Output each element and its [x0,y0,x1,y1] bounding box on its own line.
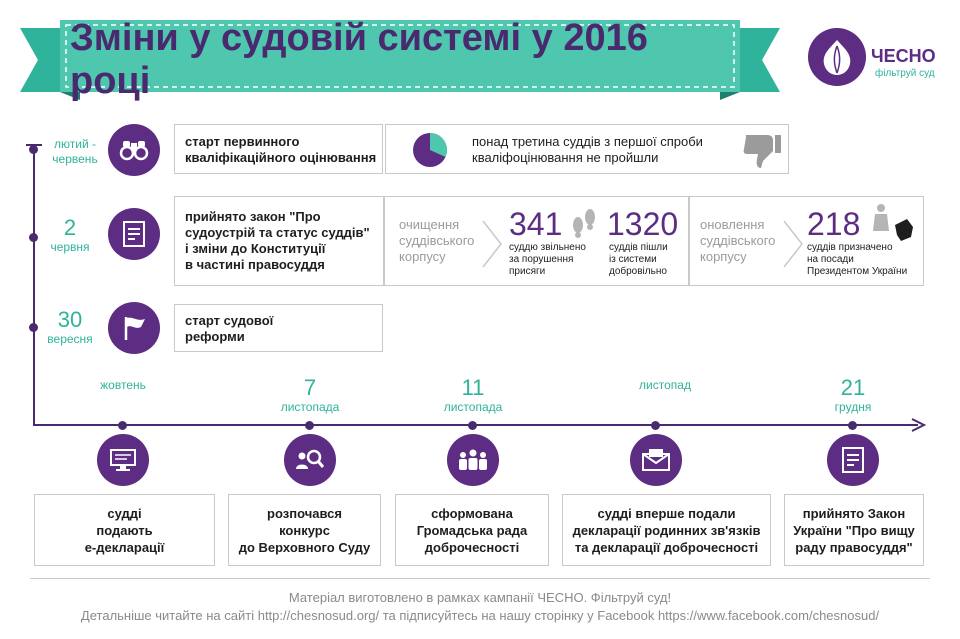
thumbs-down-icon [741,131,783,169]
monitor-icon [97,434,149,486]
row1-date: лютий - червень [52,137,98,166]
htl-date-5: 21 грудня [834,375,872,414]
footer-line-2: Детальніше читайте на сайті http://chesnosud.org/ та підписуйтесь на нашу сторінку у Facebook https://www.facebook.com/chesnosud/ [80,608,880,623]
binoculars-icon [108,124,160,176]
chevron-right-icon [481,219,503,269]
stat-left: 1320 [607,206,679,242]
renewal-label: оновлення суддівського корпусу [700,217,776,264]
timeline-dot [29,233,38,242]
stat-left-caption: суддів пішли із системи добровільно [609,242,668,277]
timeline-dot [29,145,38,154]
timeline-vertical-line [33,148,35,426]
timeline-dot [468,421,477,430]
footprints-icon [569,205,599,239]
htl-date-3: 11 листопада [443,375,503,414]
row2-date: 2 червня [50,215,90,254]
footer-divider [30,578,930,579]
title-ribbon [20,17,780,102]
president-hand-icon [867,201,917,245]
timeline-dot [29,323,38,332]
cleanup-label: очищення суддівського корпусу [399,217,475,264]
row3-date: 30 вересня [47,307,93,346]
flag-icon [108,302,160,354]
page-title: Зміни у судовій системі у 2016 році [70,17,648,102]
row1-box: старт первинного кваліфікаційного оцінювання [174,124,383,174]
logo-tagline: фільтруй суд [875,68,935,79]
row3-box: старт судової реформи [174,304,383,352]
stat-appointed: 218 [807,206,861,242]
group-icon [447,434,499,486]
timeline-dot [848,421,857,430]
htl-box-1: судді подають е-декларації [34,494,215,566]
htl-date-1: жовтень [100,378,146,392]
htl-box-2: розпочався конкурс до Верховного Суду [228,494,381,566]
logo-name: ЧЕСНО [871,46,936,66]
timeline-dot [118,421,127,430]
logo-icon [808,28,866,86]
timeline-arrow-icon [908,417,928,433]
htl-box-5: прийнято Закон України "Про вищу раду правосуддя" [784,494,924,566]
row2-box: прийнято закон "Про судоустрій та статус суддів" і зміни до Конституції в частині правосуддя очищення суддівського корпусу 341 суддю звільнено за порушення присяги 1320 суддів пішли із системи добровільно оновлення суддівського корпусу 218 суддів призначено на посади Президентом України [174,196,924,286]
stat-dismissed-caption: суддю звільнено за порушення присяги [509,242,586,277]
footer-line-1: Матеріал виготовлено в рамках кампанії ЧЕСНО. Фільтруй суд! [288,590,672,605]
htl-date-2: 7 листопада [280,375,340,414]
pie-icon [412,132,448,168]
stat-dismissed: 341 [509,206,563,242]
timeline-dot [651,421,660,430]
htl-box-4: судді вперше подали декларації родинних зв'язків та декларації доброчесності [562,494,771,566]
search-people-icon [284,434,336,486]
timeline-dot [305,421,314,430]
row1-stat-box: понад третина суддів з першої спроби кваліфоцінювання не пройшли [385,124,789,174]
htl-date-4: листопад [639,378,691,392]
document-icon [108,208,160,260]
chevron-right-icon [782,219,804,269]
envelope-icon [630,434,682,486]
stat-appointed-caption: суддів призначено на посади Президентом України [807,242,908,277]
divider [688,196,690,286]
document-icon [827,434,879,486]
divider [383,196,385,286]
htl-box-3: сформована Громадська рада доброчесності [395,494,549,566]
